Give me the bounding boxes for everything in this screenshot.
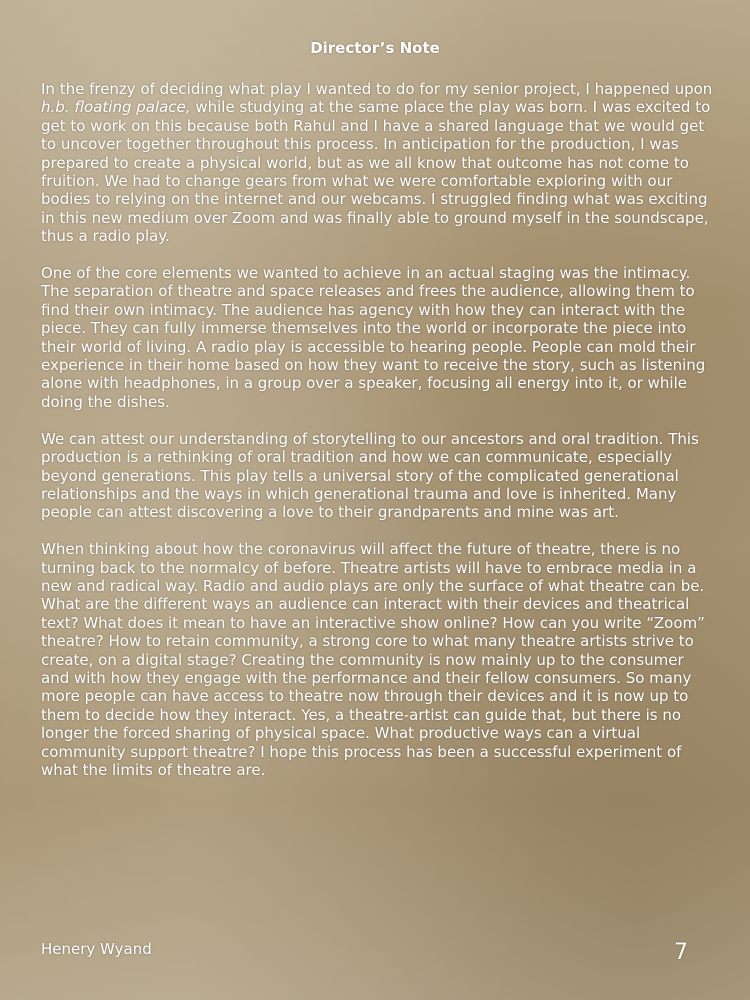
author-signature: Henery Wyand [41,940,152,958]
paragraph-1-intro: In the frenzy of deciding what play I wanted to do for my senior project, I happened upon [41,80,713,98]
paragraph-3: We can attest our understanding of storytelling to our ancestors and oral tradition. This production is a rethinking of oral tradition and how we can communicate, especially beyond generations. This play tells a universal story of the complicated generational relationships and the ways in which generational trauma and love is inherited. Many people can attest discovering a love to their grandparents and mine was art. [41,429,699,522]
page-title: Director’s Note [310,39,440,57]
directors-note-body [41,80,713,798]
paragraph-2: One of the core elements we wanted to achieve in an actual staging was the intimacy. The separation of theatre and space releases and frees the audience, allowing them to find their own intimacy. The audience has agency with how they can interact with the piece. They can fully immerse themselves into the world or incorporate the piece into their world of living. A radio play is accessible to hearing people. People can mold their experience in their home based on how they want to receive the story, such as listening alone with headphones, in a group over a speaker, focusing all energy into it, or while doing the dishes. [41,264,706,411]
play-title: h.b. floating palace, [41,98,191,117]
page-number: 7 [674,940,688,965]
paragraph-1-rest: while studying at the same place the play was born. I was excited to get to work on this because both Rahul and I have a shared language that we would get to uncover together throughout this process. In anticipation for the production, I was prepared to create a physical world, but as we all know that outcome has not come to fruition. We had to change gears from what we were comfortable exploring with our bodies to relying on the internet and our webcams. I struggled finding what was exciting in this new medium over Zoom and was finally able to ground myself in the soundscape, thus a radio play. [41,98,711,246]
paragraph-1 [41,80,713,246]
paragraph-4: When thinking about how the coronavirus will affect the future of theatre, there is no turning back to the normalcy of before. Theatre artists will have to embrace media in a new and radical way. Radio and audio plays are only the surface of what theatre can be. What are the different ways an audience can interact with their devices and theatrical text? What does it mean to have an interactive show online? How can you write “Zoom” theatre? How to retain community, a strong core to what many theatre artists strive to create, on a digital stage? Creating the community is now mainly up to the consumer and with how they engage with the performance and their fellow consumers. So many more people can have access to theatre now through their devices and it is now up to them to decide how they interact. Yes, a theatre-artist can guide that, but there is no longer the forced sharing of physical space. What productive ways can a virtual community support theatre? I hope this process has been a successful experiment of what the limits of theatre are. [41,540,705,779]
